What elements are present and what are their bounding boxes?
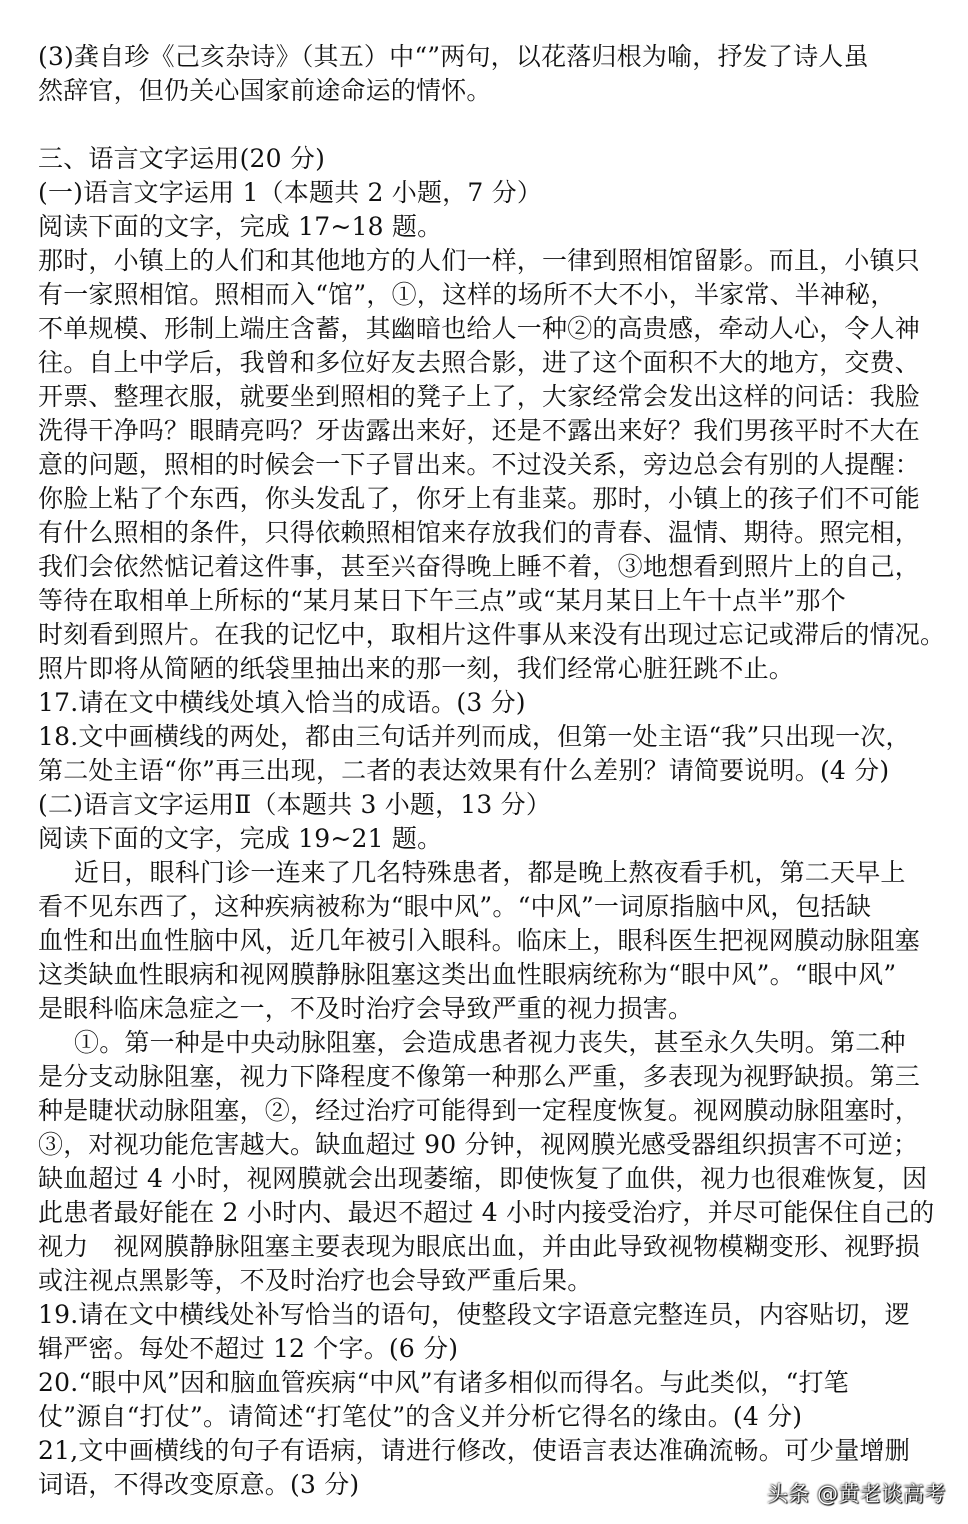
passage-line: 等待在取相单上所标的“某月某日下午三点”或“某月某日上午十点半”那个 xyxy=(38,586,846,615)
passage-line: 不单规模、形制上端庄含蓄，其幽暗也给人一种②的高贵感，牵动人心，令人神 xyxy=(38,314,921,343)
question-20-cont: 仗”源自“打仗”。请简述“打笔仗”的含义并分析它得名的缘由。(4 分) xyxy=(38,1402,803,1431)
question-19: 19.请在文中横线处补写恰当的语句，使整段文字语意完整连员，内容贴切，逻 xyxy=(38,1300,910,1329)
passage-line: ③，对视功能危害越大。缺血超过 90 分钟，视网膜光感受器组织损害不可逆； xyxy=(38,1130,919,1159)
question-18: 18.文中画横线的两处，都由三句话并列而成，但第一处主语“我”只出现一次， xyxy=(38,722,911,751)
question-17: 17.请在文中横线处填入恰当的成语。(3 分) xyxy=(38,688,526,717)
passage-line: 有一家照相馆。照相而入“馆”，①，这样的场所不大不小，半家常、半神秘， xyxy=(38,280,896,309)
passage-line: 视力 视网膜静脉阻塞主要表现为眼底出血，并由此导致视物模糊变形、视野损 xyxy=(38,1232,921,1261)
passage-line: 种是睫状动脉阻塞，②，经过治疗可能得到一定程度恢复。视网膜动脉阻塞时， xyxy=(38,1096,921,1125)
instruction-line: 阅读下面的文字，完成 19~21 题。 xyxy=(38,824,443,853)
subsection-heading: (二)语言文字运用Ⅱ（本题共 3 小题，13 分） xyxy=(38,790,552,819)
instruction-line: 阅读下面的文字，完成 17~18 题。 xyxy=(38,212,443,241)
passage-line: 照片即将从简陋的纸袋里抽出来的那一刻，我们经常心脏狂跳不止。 xyxy=(38,654,795,683)
blank-line xyxy=(38,108,938,142)
section-heading: 三、语言文字运用(20 分) xyxy=(38,144,326,173)
passage-line: 有什么照相的条件，只得依赖照相馆来存放我们的青春、温情、期待。照完相， xyxy=(38,518,921,547)
watermark-label: 头条 @黄老谈高考 xyxy=(766,1482,946,1506)
document-page xyxy=(38,40,946,1502)
passage-line: 时刻看到照片。在我的记忆中，取相片这件事从来没有出现过忘记或滞后的情况。 xyxy=(38,620,946,649)
passage-line: 缺血超过 4 小时，视网膜就会出现萎缩，即使恢复了血供，视力也很难恢复，因 xyxy=(38,1164,928,1193)
passage-line: 这类缺血性眼病和视网膜静脉阻塞这类出血性眼病统称为“眼中风”。“眼中风” xyxy=(38,960,897,989)
passage-line: 或注视点黑影等，不及时治疗也会导致严重后果。 xyxy=(38,1266,593,1295)
question-19-cont: 辑严密。每处不超过 12 个字。(6 分) xyxy=(38,1334,459,1363)
passage-line: 你脸上粘了个东西，你头发乱了，你牙上有韭菜。那时，小镇上的孩子们不可能 xyxy=(38,484,921,513)
question-21: 21,文中画横线的句子有语病，请进行修改，使语言表达准确流畅。可少量增删 xyxy=(38,1436,910,1465)
passage-line: 意的问题，照相的时候会一下子冒出来。不过没关系，旁边总会有别的人提醒： xyxy=(38,450,921,479)
passage-line: 看不见东西了，这种疾病被称为“眼中风”。“中风”一词原指脑中风，包括缺 xyxy=(38,892,872,921)
question-20: 20.“眼中风”因和脑血管疾病“中风”有诸多相似而得名。与此类似，“打笔 xyxy=(38,1368,849,1397)
text-line: (3)龚自珍《己亥杂诗》（其五）中“”两句，以花落归根为喻，抒发了诗人虽 xyxy=(38,42,869,71)
passage-line: ①。第一种是中央动脉阻塞，会造成患者视力丧失，甚至永久失明。第二种 xyxy=(74,1028,906,1057)
passage-line: 往。自上中学后，我曾和多位好友去照合影，进了这个面积不大的地方，交费、 xyxy=(38,348,921,377)
question-18-cont: 第二处主语“你”再三出现，二者的表达效果有什么差别？请简要说明。(4 分) xyxy=(38,756,890,785)
passage-line: 近日，眼科门诊一连来了几名特殊患者，都是晚上熬夜看手机，第二天早上 xyxy=(74,858,906,887)
subsection-heading: (一)语言文字运用 1（本题共 2 小题，7 分） xyxy=(38,178,543,207)
passage-line: 此患者最好能在 2 小时内、最迟不超过 4 小时内接受治疗，并尽可能保住自己的 xyxy=(38,1198,935,1227)
question-21-cont: 词语，不得改变原意。(3 分) xyxy=(38,1470,360,1499)
passage-line: 开票、整理衣服，就要坐到照相的凳子上了，大家经常会发出这样的问话：我脸 xyxy=(38,382,921,411)
passage-line: 血性和出血性脑中风，近几年被引入眼科。临床上，眼科医生把视网膜动脉阻塞 xyxy=(38,926,921,955)
text-line: 然辞官，但仍关心国家前途命运的情怀。 xyxy=(38,76,492,105)
passage-line: 是分支动脉阻塞，视力下降程度不像第一种那么严重，多表现为视野缺损。第三 xyxy=(38,1062,921,1091)
passage-line: 洗得干净吗？眼睛亮吗？牙齿露出来好，还是不露出来好？我们男孩平时不大在 xyxy=(38,416,921,445)
passage-line: 是眼科临床急症之一，不及时治疗会导致严重的视力损害。 xyxy=(38,994,694,1023)
passage-line: 那时，小镇上的人们和其他地方的人们一样，一律到照相馆留影。而且，小镇只 xyxy=(38,246,921,275)
passage-line: 我们会依然惦记着这件事，甚至兴奋得晚上睡不着，③地想看到照片上的自己， xyxy=(38,552,921,581)
